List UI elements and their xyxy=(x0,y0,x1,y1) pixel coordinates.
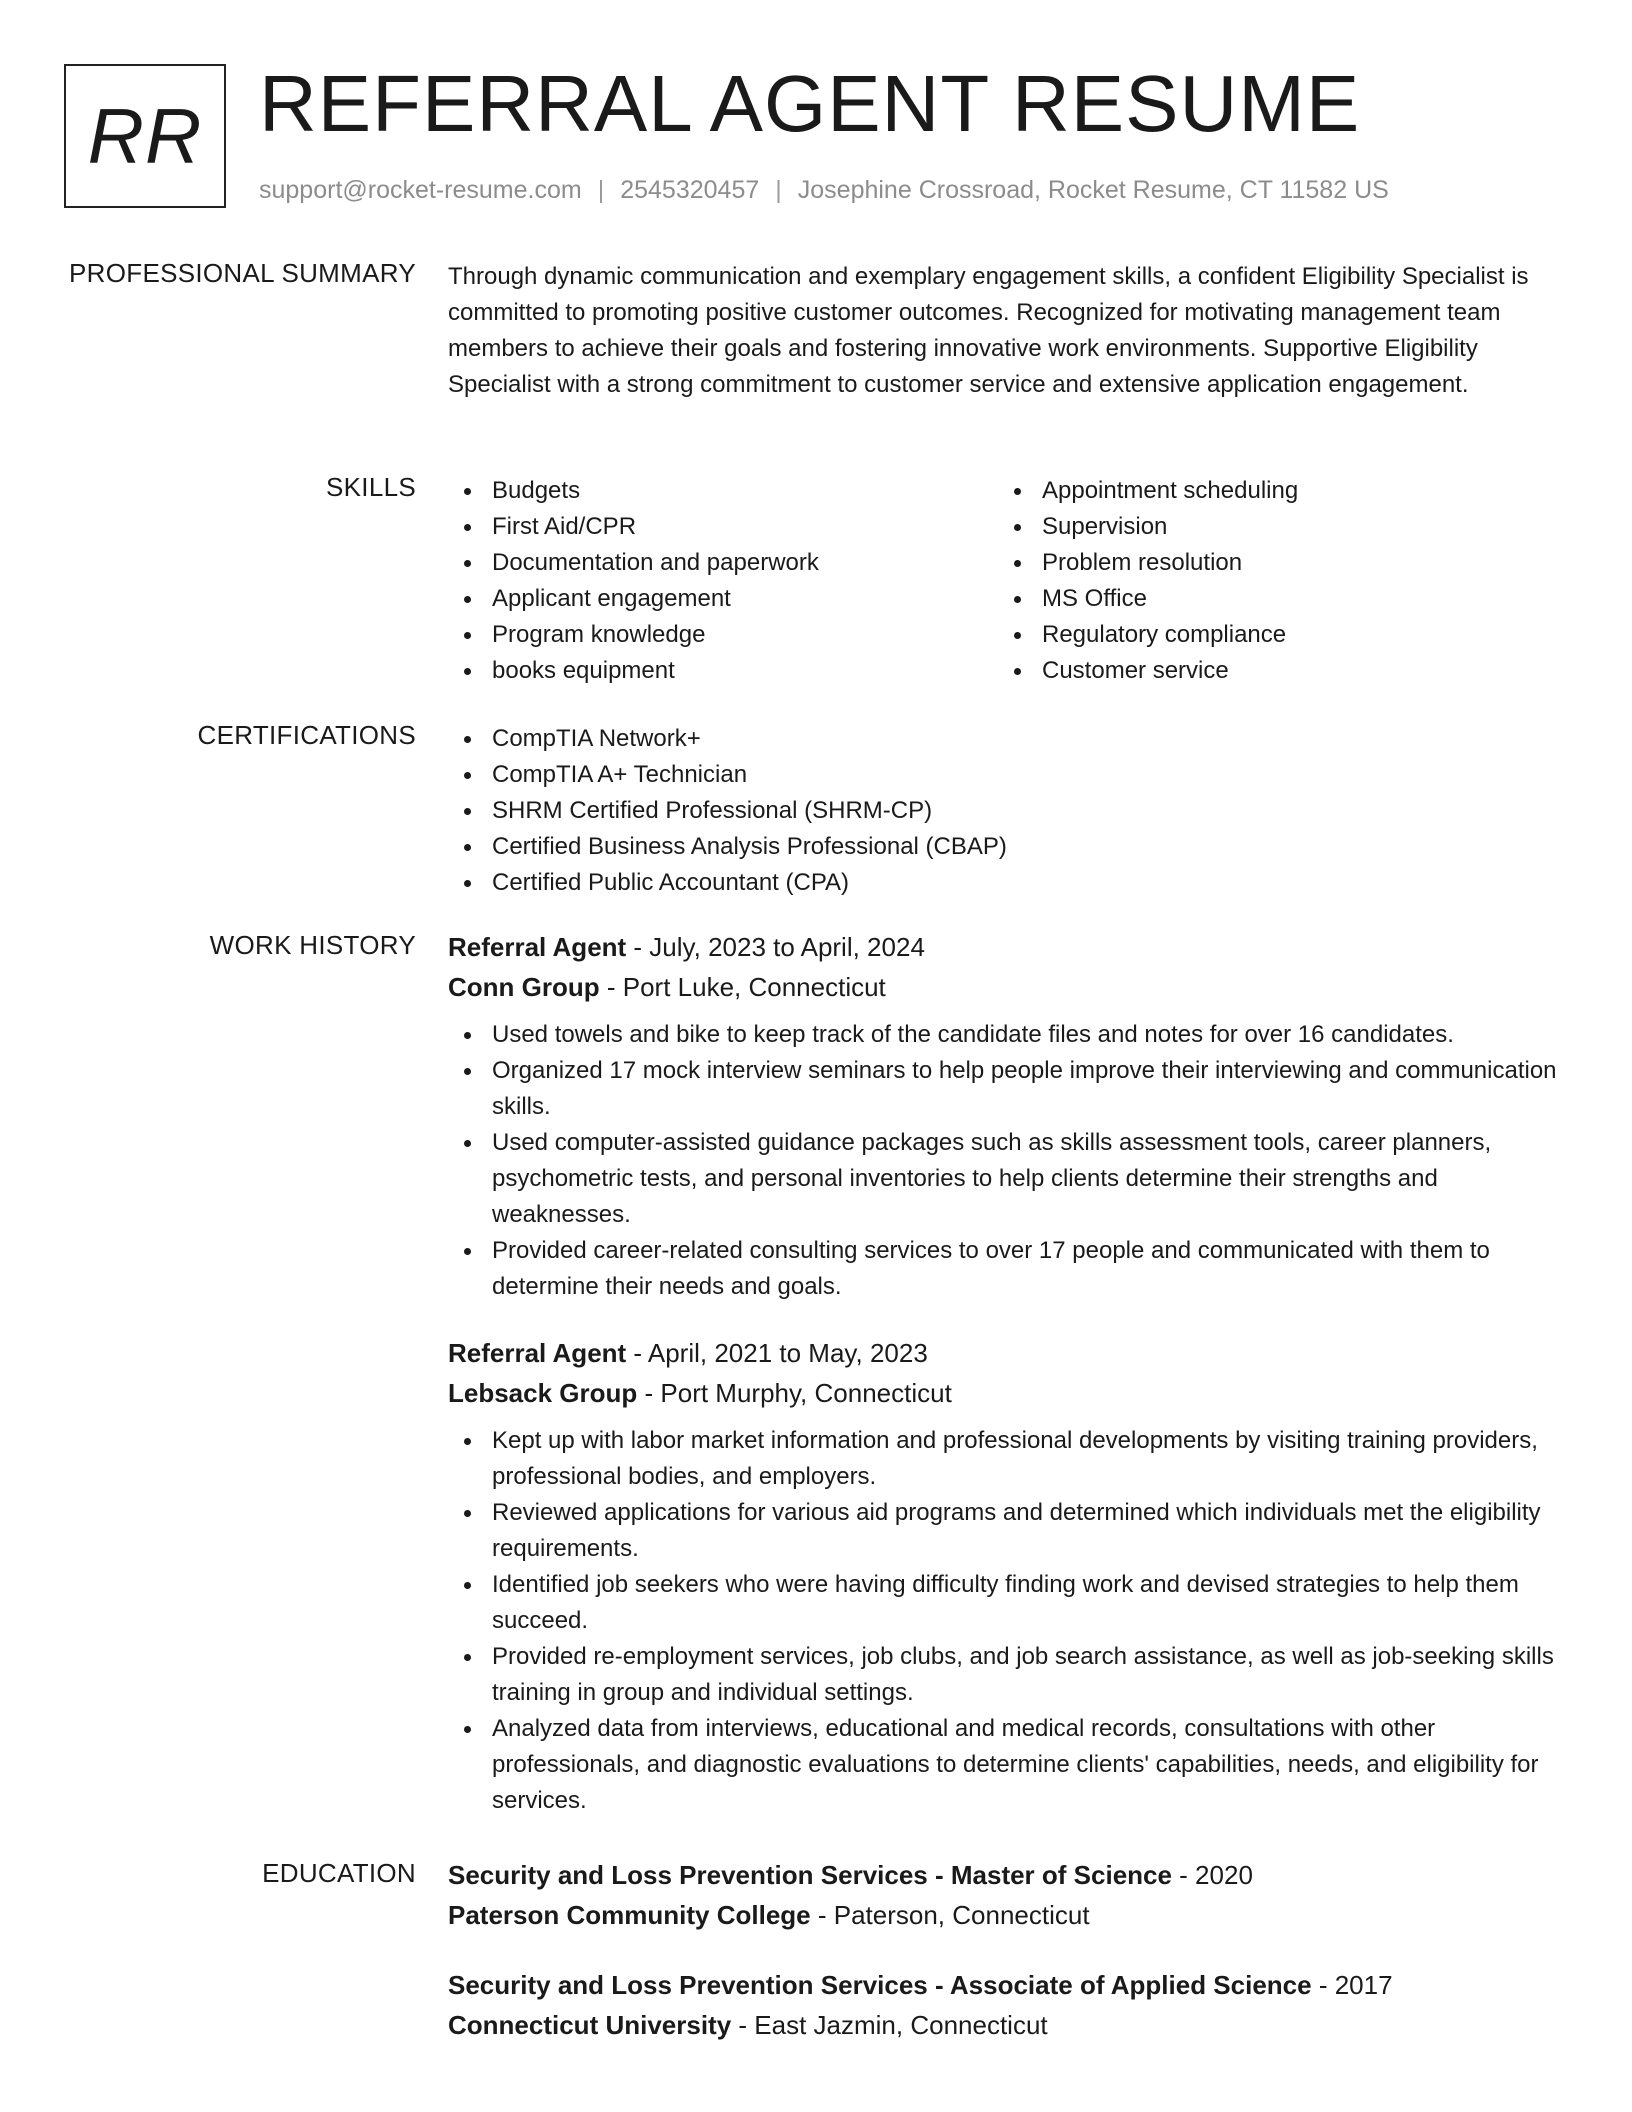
education-school-line xyxy=(448,2005,1568,2045)
job-duty-item: Kept up with labor market information and professional developments by visiting training providers, professional bodies, and employers. xyxy=(448,1423,1568,1495)
job-dates: - July, 2023 to April, 2024 xyxy=(626,932,925,962)
job-duty-item: Reviewed applications for various aid programs and determined which individuals met the eligibility requirements. xyxy=(448,1495,1568,1567)
skills-columns xyxy=(448,473,1568,689)
job-entry xyxy=(448,1333,1568,1819)
contact-phone: 2545320457 xyxy=(620,176,760,204)
section-label-summary: PROFESSIONAL SUMMARY xyxy=(69,258,416,288)
monogram-badge: RR xyxy=(64,64,226,208)
contact-line xyxy=(259,176,1389,205)
education-location: - Paterson, Connecticut xyxy=(810,1900,1090,1930)
skill-item: MS Office xyxy=(998,581,1548,617)
education-degree: Security and Loss Prevention Services - Master of Science xyxy=(448,1860,1172,1890)
certification-item: CompTIA Network+ xyxy=(448,721,1568,757)
skill-item: Budgets xyxy=(448,473,998,509)
job-title: Referral Agent xyxy=(448,1338,627,1368)
job-title-line xyxy=(448,927,1568,967)
education-school-line xyxy=(448,1895,1568,1935)
education-school: Paterson Community College xyxy=(448,1900,811,1930)
job-title: Referral Agent xyxy=(448,932,627,962)
summary-text: Through dynamic communication and exemplary engagement skills, a confident Eligibility Specialist is committed to promoting positive customer outcomes. Recognized for motivating management team members to achieve their goals and fostering innovative work environments. Supportive Eligibility Specialist with a strong commitment to customer service and extensive application engagement. xyxy=(448,263,1529,398)
job-location: - Port Murphy, Connecticut xyxy=(637,1378,952,1408)
job-company-line xyxy=(448,1373,1568,1413)
job-duty-item: Used computer-assisted guidance packages such as skills assessment tools, career planners, psychometric tests, and personal inventories to help clients determine their strengths and weaknesses. xyxy=(448,1125,1568,1233)
job-title-line xyxy=(448,1333,1568,1373)
skills-list-left xyxy=(448,473,998,689)
contact-separator: | xyxy=(775,176,782,204)
education-location: - East Jazmin, Connecticut xyxy=(731,2010,1048,2040)
section-label-skills: SKILLS xyxy=(326,472,416,502)
education-entry xyxy=(448,1965,1568,2045)
skill-item: Problem resolution xyxy=(998,545,1548,581)
skill-item: books equipment xyxy=(448,653,998,689)
education-year: - 2017 xyxy=(1311,1970,1393,2000)
section-label-education: EDUCATION xyxy=(262,1858,416,1888)
education-school: Connecticut University xyxy=(448,2010,732,2040)
section-label-work-history: WORK HISTORY xyxy=(209,930,416,960)
certification-item: Certified Public Accountant (CPA) xyxy=(448,865,1568,901)
certifications-body xyxy=(448,721,1568,901)
skill-item: Customer service xyxy=(998,653,1548,689)
contact-address: Josephine Crossroad, Rocket Resume, CT 11582 US xyxy=(797,176,1389,204)
work-history-body xyxy=(448,927,1568,1847)
certification-item: SHRM Certified Professional (SHRM-CP) xyxy=(448,793,1568,829)
education-body xyxy=(448,1855,1568,2075)
job-location: - Port Luke, Connecticut xyxy=(599,972,886,1002)
education-degree-line xyxy=(448,1965,1568,2005)
certification-item: Certified Business Analysis Professional (CBAP) xyxy=(448,829,1568,865)
job-company: Conn Group xyxy=(448,972,600,1002)
skill-item: Regulatory compliance xyxy=(998,617,1548,653)
job-duty-item: Identified job seekers who were having difficulty finding work and devised strategies to help them succeed. xyxy=(448,1567,1568,1639)
education-degree-line xyxy=(448,1855,1568,1895)
contact-separator: | xyxy=(597,176,605,204)
education-entry xyxy=(448,1855,1568,1935)
job-duty-item: Used towels and bike to keep track of the candidate files and notes for over 16 candidates. xyxy=(448,1017,1568,1053)
education-year: - 2020 xyxy=(1171,1860,1253,1890)
skill-item: First Aid/CPR xyxy=(448,509,998,545)
education-degree: Security and Loss Prevention Services - Associate of Applied Science xyxy=(448,1970,1312,2000)
job-duty-item: Organized 17 mock interview seminars to help people improve their interviewing and communication skills. xyxy=(448,1053,1568,1125)
job-duties-list xyxy=(448,1423,1568,1819)
job-company: Lebsack Group xyxy=(448,1378,638,1408)
job-duties-list xyxy=(448,1017,1568,1305)
skills-list-right xyxy=(998,473,1548,689)
certification-item: CompTIA A+ Technician xyxy=(448,757,1568,793)
job-entry xyxy=(448,927,1568,1305)
resume-header xyxy=(64,59,1584,214)
skill-item: Program knowledge xyxy=(448,617,998,653)
job-company-line xyxy=(448,967,1568,1007)
certifications-list xyxy=(448,721,1568,901)
page-title: REFERRAL AGENT RESUME xyxy=(259,59,1361,148)
job-duty-item: Provided re-employment services, job clubs, and job search assistance, as well as job-seeking skills training in group and individual settings. xyxy=(448,1639,1568,1711)
skill-item: Documentation and paperwork xyxy=(448,545,998,581)
contact-email[interactable]: support@rocket-resume.com xyxy=(259,176,582,204)
section-label-certifications: CERTIFICATIONS xyxy=(197,720,416,750)
job-dates: - April, 2021 to May, 2023 xyxy=(626,1338,928,1368)
job-duty-item: Provided career-related consulting services to over 17 people and communicated with them to determine their needs and goals. xyxy=(448,1233,1568,1305)
skill-item: Applicant engagement xyxy=(448,581,998,617)
skill-item: Supervision xyxy=(998,509,1548,545)
skill-item: Appointment scheduling xyxy=(998,473,1548,509)
job-duty-item: Analyzed data from interviews, educational and medical records, consultations with other professionals, and diagnostic evaluations to determine clients' capabilities, needs, and eligibility for services. xyxy=(448,1711,1568,1819)
